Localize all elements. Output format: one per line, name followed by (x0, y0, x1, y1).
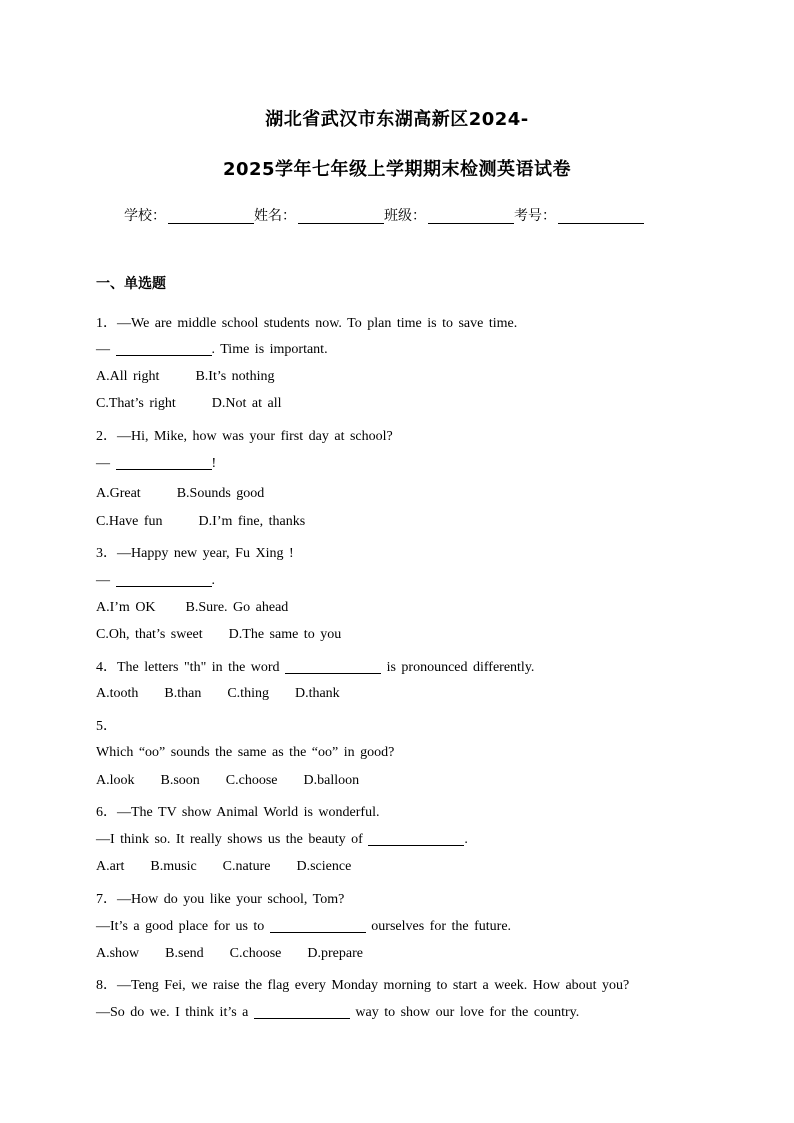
q1-options-row2 (96, 396, 318, 412)
q4-pre: 4．The letters "th" in the word (96, 660, 286, 675)
q7-pre: —It’s a good place for us to (96, 919, 270, 934)
q2-options-row2 (96, 514, 341, 530)
q4-option-c[interactable]: C.thing (227, 686, 269, 701)
q4-option-d[interactable]: D.thank (294, 686, 340, 701)
q2-post: ! (211, 456, 217, 471)
q8-stem: 8．—Teng Fei, we raise the flag every Monday morning to start a week. How about you? (96, 978, 630, 993)
exam-title-line1: 湖北省武汉市东湖高新区2024- (265, 109, 529, 130)
q8-blank[interactable] (254, 1004, 350, 1019)
q4-post: is pronounced differently. (381, 660, 535, 675)
q1-pre: — (96, 342, 116, 357)
q1-option-b[interactable]: B.It’s nothing (195, 369, 275, 384)
q1-options-row1 (96, 369, 310, 385)
q6-response (96, 831, 468, 848)
q7-options (96, 946, 389, 962)
q5-stem: Which “oo” sounds the same as the “oo” in good? (96, 745, 395, 760)
class-blank[interactable] (428, 207, 514, 224)
school-blank[interactable] (168, 207, 254, 224)
q3-stem: 3．—Happy new year, Fu Xing ! (96, 546, 294, 561)
student-info-row (124, 205, 644, 225)
exam-title-line2: 2025学年七年级上学期期末检测英语试卷 (222, 159, 572, 180)
q6-option-b[interactable]: B.music (150, 859, 197, 874)
q2-response (96, 455, 216, 472)
q5-option-b[interactable]: B.soon (160, 773, 200, 788)
q1-blank[interactable] (116, 341, 212, 356)
q4-option-b[interactable]: B.than (164, 686, 202, 701)
q4-blank[interactable] (285, 659, 381, 674)
q7-option-b[interactable]: B.send (165, 946, 204, 961)
q2-option-d[interactable]: D.I’m fine, thanks (198, 514, 306, 529)
q7-blank[interactable] (270, 918, 366, 933)
q6-pre: —I think so. It really shows us the beauty of (96, 832, 369, 847)
q1-option-d[interactable]: D.Not at all (211, 396, 282, 411)
q8-pre: —So do we. I think it’s a (96, 1005, 254, 1020)
q8-post: way to show our love for the country. (349, 1005, 580, 1020)
name-blank[interactable] (298, 207, 384, 224)
q2-option-b[interactable]: B.Sounds good (176, 486, 265, 501)
class-label: 班级： (384, 208, 426, 224)
q2-option-a[interactable]: A.Great (96, 486, 141, 501)
q1-response (96, 341, 328, 358)
class-field (384, 205, 514, 225)
q7-option-a[interactable]: A.show (96, 946, 140, 961)
name-field (254, 205, 384, 225)
q6-post: . (464, 832, 468, 847)
q7-post: ourselves for the future. (365, 919, 512, 934)
q6-blank[interactable] (368, 831, 464, 846)
q7-option-d[interactable]: D.prepare (307, 946, 363, 961)
q3-options-row2 (96, 627, 367, 643)
q2-option-c[interactable]: C.Have fun (96, 514, 163, 529)
q3-post: . (211, 573, 215, 588)
number-blank[interactable] (558, 207, 644, 224)
school-label: 学校： (124, 208, 166, 224)
school-field (124, 205, 254, 225)
q1-option-c[interactable]: C.That’s right (96, 396, 176, 411)
q6-options (96, 859, 377, 875)
q4-options (96, 686, 366, 702)
q3-option-d[interactable]: D.The same to you (228, 627, 342, 642)
q6-option-d[interactable]: D.science (296, 859, 352, 874)
number-field (514, 205, 644, 225)
q2-pre: — (96, 456, 116, 471)
q1-post: . Time is important. (211, 342, 328, 357)
q2-blank[interactable] (116, 455, 212, 470)
q3-blank[interactable] (116, 572, 212, 587)
q3-options-row1 (96, 600, 318, 616)
number-label: 考号： (514, 208, 556, 224)
q6-option-a[interactable]: A.art (96, 859, 125, 874)
q3-response (96, 572, 215, 589)
q4-stem (96, 656, 534, 676)
q2-stem: 2．—Hi, Mike, how was your first day at school? (96, 429, 393, 444)
q7-stem: 7．—How do you like your school, Tom? (96, 892, 345, 907)
q3-option-a[interactable]: A.I’m OK (96, 600, 156, 615)
name-label: 姓名： (254, 208, 296, 224)
q5-options (96, 773, 385, 789)
q7-response (96, 918, 511, 935)
q2-options-row1 (96, 486, 300, 502)
q5-number: 5． (96, 719, 117, 734)
q6-option-c[interactable]: C.nature (222, 859, 271, 874)
q3-pre: — (96, 573, 116, 588)
q5-option-a[interactable]: A.look (96, 773, 135, 788)
q5-option-d[interactable]: D.balloon (303, 773, 360, 788)
section-heading: 一、单选题 (96, 276, 166, 292)
q1-option-a[interactable]: A.All right (96, 369, 160, 384)
q4-option-a[interactable]: A.tooth (96, 686, 139, 701)
q3-option-c[interactable]: C.Oh, that’s sweet (96, 627, 203, 642)
q6-stem: 6．—The TV show Animal World is wonderful. (96, 805, 380, 820)
q8-response (96, 1004, 579, 1021)
q1-stem: 1．—We are middle school students now. To plan time is to save time. (96, 316, 518, 331)
q7-option-c[interactable]: C.choose (229, 946, 282, 961)
q3-option-b[interactable]: B.Sure. Go ahead (185, 600, 289, 615)
q5-option-c[interactable]: C.choose (225, 773, 278, 788)
